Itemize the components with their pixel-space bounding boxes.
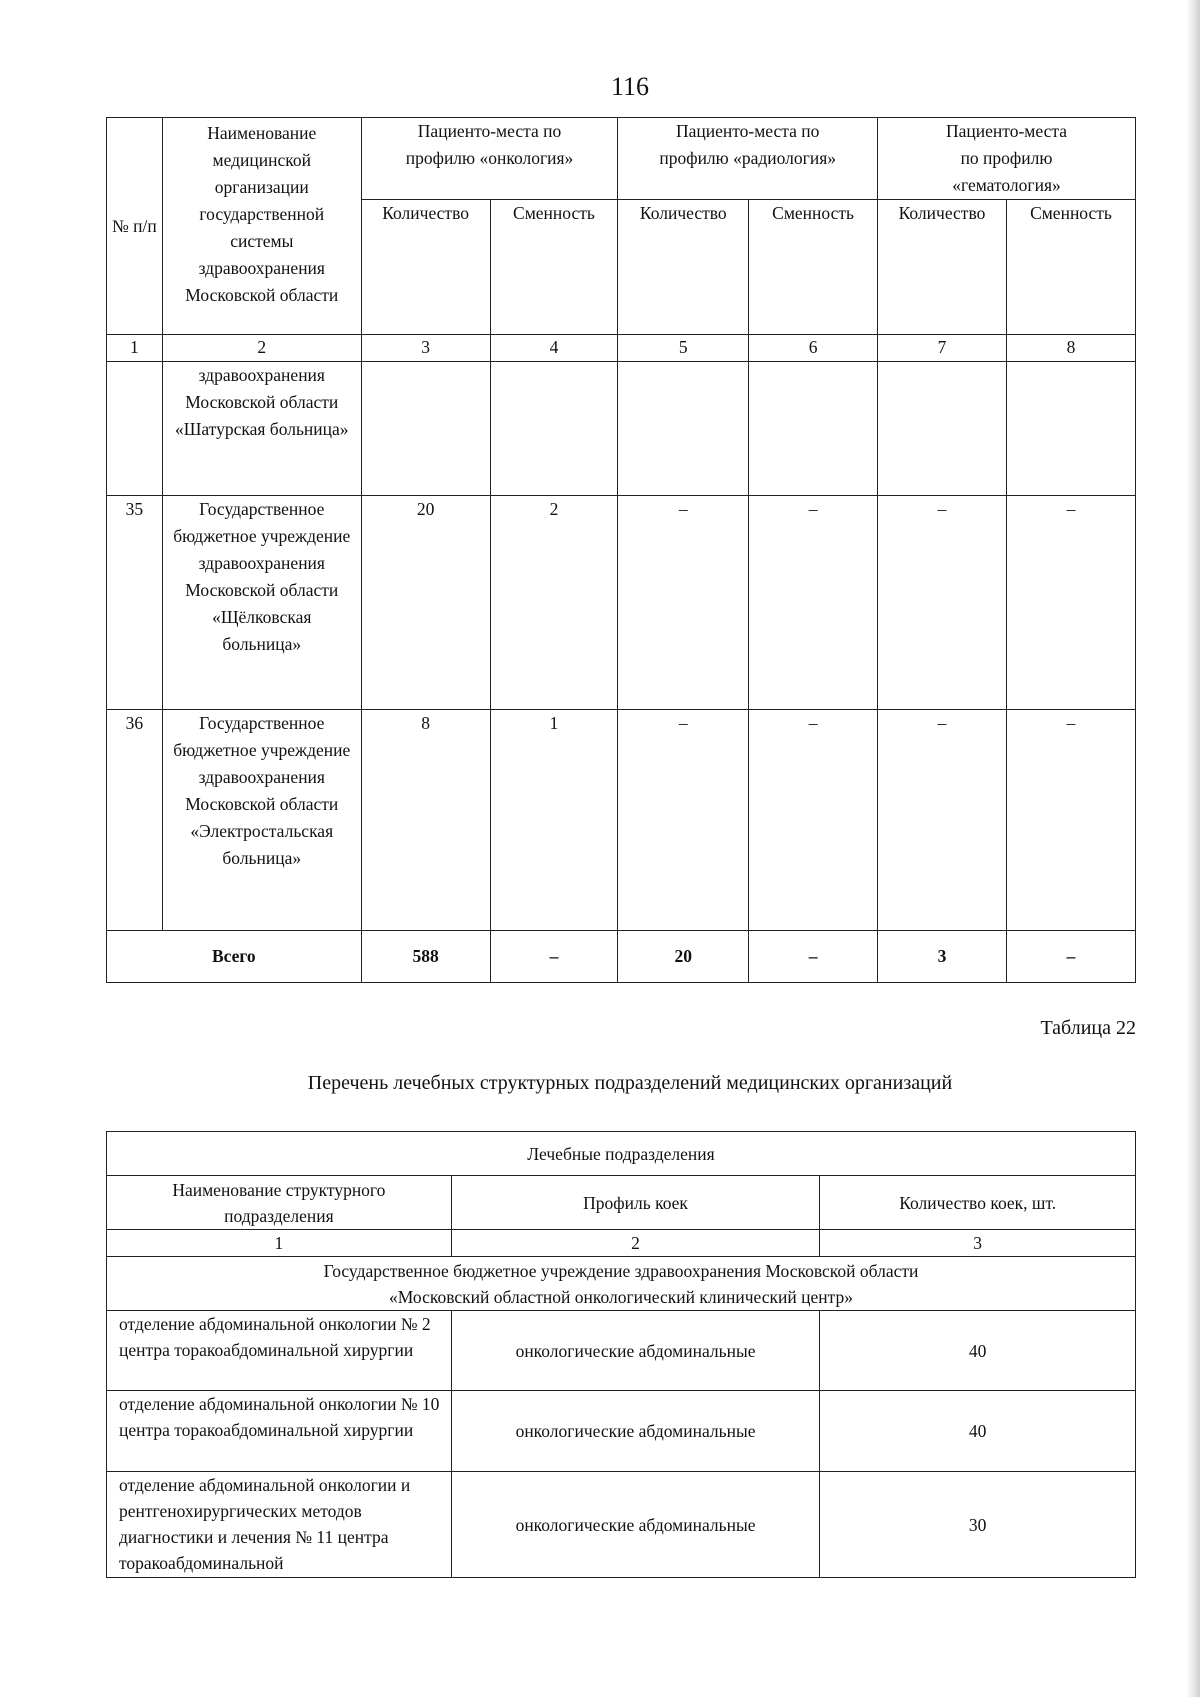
column-number: 5 [618, 335, 749, 362]
patient-places-table [106, 117, 1136, 983]
row-value: – [878, 710, 1007, 931]
bed-profile: онкологические абдоминальные [451, 1391, 820, 1472]
header-group-radiology: Пациенто-места по профилю «радиология» [618, 118, 878, 200]
column-number: 4 [490, 335, 618, 362]
header-group-oncology: Пациенто-места по профилю «онкология» [361, 118, 618, 200]
row-org-name: здравоохранения Московской области «Шатурская больница» [162, 362, 361, 496]
row-value: – [1006, 710, 1135, 931]
row-value [361, 362, 490, 496]
organization-name-line2: «Московский областной онкологический клинический центр» [389, 1286, 853, 1307]
column-number: 2 [451, 1230, 820, 1257]
table-row [107, 710, 1136, 931]
column-number: 3 [820, 1230, 1136, 1257]
page-number: 116 [610, 72, 650, 101]
organization-name-line1: Государственное бюджетное учреждение здравоохранения Московской области [323, 1260, 919, 1281]
row-value [878, 362, 1007, 496]
total-value: – [490, 931, 618, 983]
row-num: 35 [107, 496, 163, 710]
table-row [107, 496, 1136, 710]
header-sub-count: Количество [361, 200, 490, 335]
unit-name: отделение абдоминальной онкологии и рентгенохирургических методов диагностики и лечения № 11 центра торакоабдоминальной [107, 1472, 452, 1578]
row-num [107, 362, 163, 496]
row-value [749, 362, 878, 496]
bed-count: 40 [820, 1391, 1136, 1472]
unit-name: отделение абдоминальной онкологии № 2 центра торакоабдоминальной хирургии [107, 1311, 452, 1391]
total-value: – [1006, 931, 1135, 983]
total-value: 3 [878, 931, 1007, 983]
column-number: 1 [107, 1230, 452, 1257]
organization-row [107, 1257, 1136, 1311]
header-sub-shift: Сменность [1006, 200, 1135, 335]
table-row [107, 1391, 1136, 1472]
header-bed-profile: Профиль коек [451, 1176, 820, 1230]
row-value: 1 [490, 710, 618, 931]
header-bed-count: Количество коек, шт. [820, 1176, 1136, 1230]
row-value [1006, 362, 1135, 496]
column-number: 8 [1006, 335, 1135, 362]
header-sub-count: Количество [618, 200, 749, 335]
total-value: 588 [361, 931, 490, 983]
row-org-name: Государственное бюджетное учреждение здравоохранения Московской области «Электростальская больница» [162, 710, 361, 931]
column-numbers-row [107, 335, 1136, 362]
row-value: – [749, 710, 878, 931]
bed-count: 40 [820, 1311, 1136, 1391]
total-row [107, 931, 1136, 983]
table-title: Перечень лечебных структурных подразделений медицинских организаций [307, 1072, 953, 1094]
row-value: – [618, 710, 749, 931]
row-value: 2 [490, 496, 618, 710]
bed-count: 30 [820, 1472, 1136, 1578]
total-value: – [749, 931, 878, 983]
table-label: Таблица 22 [1040, 1017, 1136, 1039]
column-number: 6 [749, 335, 878, 362]
column-number: 3 [361, 335, 490, 362]
header-unit-name: Наименование структурного подразделения [107, 1176, 452, 1230]
row-value: 8 [361, 710, 490, 931]
header-sub-shift: Сменность [490, 200, 618, 335]
row-value: – [878, 496, 1007, 710]
row-value: – [749, 496, 878, 710]
total-value: 20 [618, 931, 749, 983]
header-sub-shift: Сменность [749, 200, 878, 335]
section-header: Лечебные подразделения [107, 1132, 1136, 1176]
row-value [490, 362, 618, 496]
row-value [618, 362, 749, 496]
column-number: 7 [878, 335, 1007, 362]
table-row [107, 1472, 1136, 1578]
table-row [107, 1311, 1136, 1391]
unit-name: отделение абдоминальной онкологии № 10 центра торакоабдоминальной хирургии [107, 1391, 452, 1472]
row-num: 36 [107, 710, 163, 931]
bed-profile: онкологические абдоминальные [451, 1311, 820, 1391]
header-num: № п/п [107, 118, 163, 335]
scan-edge-shadow [1186, 0, 1200, 1697]
departments-table [106, 1131, 1136, 1578]
table-row [107, 362, 1136, 496]
bed-profile: онкологические абдоминальные [451, 1472, 820, 1578]
total-label: Всего [107, 931, 362, 983]
header-org-name: Наименование медицинской организации государственной системы здравоохранения Московской области [162, 118, 361, 335]
column-number: 2 [162, 335, 361, 362]
column-number: 1 [107, 335, 163, 362]
column-numbers-row [107, 1230, 1136, 1257]
row-value: – [1006, 496, 1135, 710]
row-org-name: Государственное бюджетное учреждение здравоохранения Московской области «Щёлковская больница» [162, 496, 361, 710]
header-group-hematology: Пациенто-места по профилю «гематология» [878, 118, 1136, 200]
row-value: – [618, 496, 749, 710]
header-sub-count: Количество [878, 200, 1007, 335]
row-value: 20 [361, 496, 490, 710]
